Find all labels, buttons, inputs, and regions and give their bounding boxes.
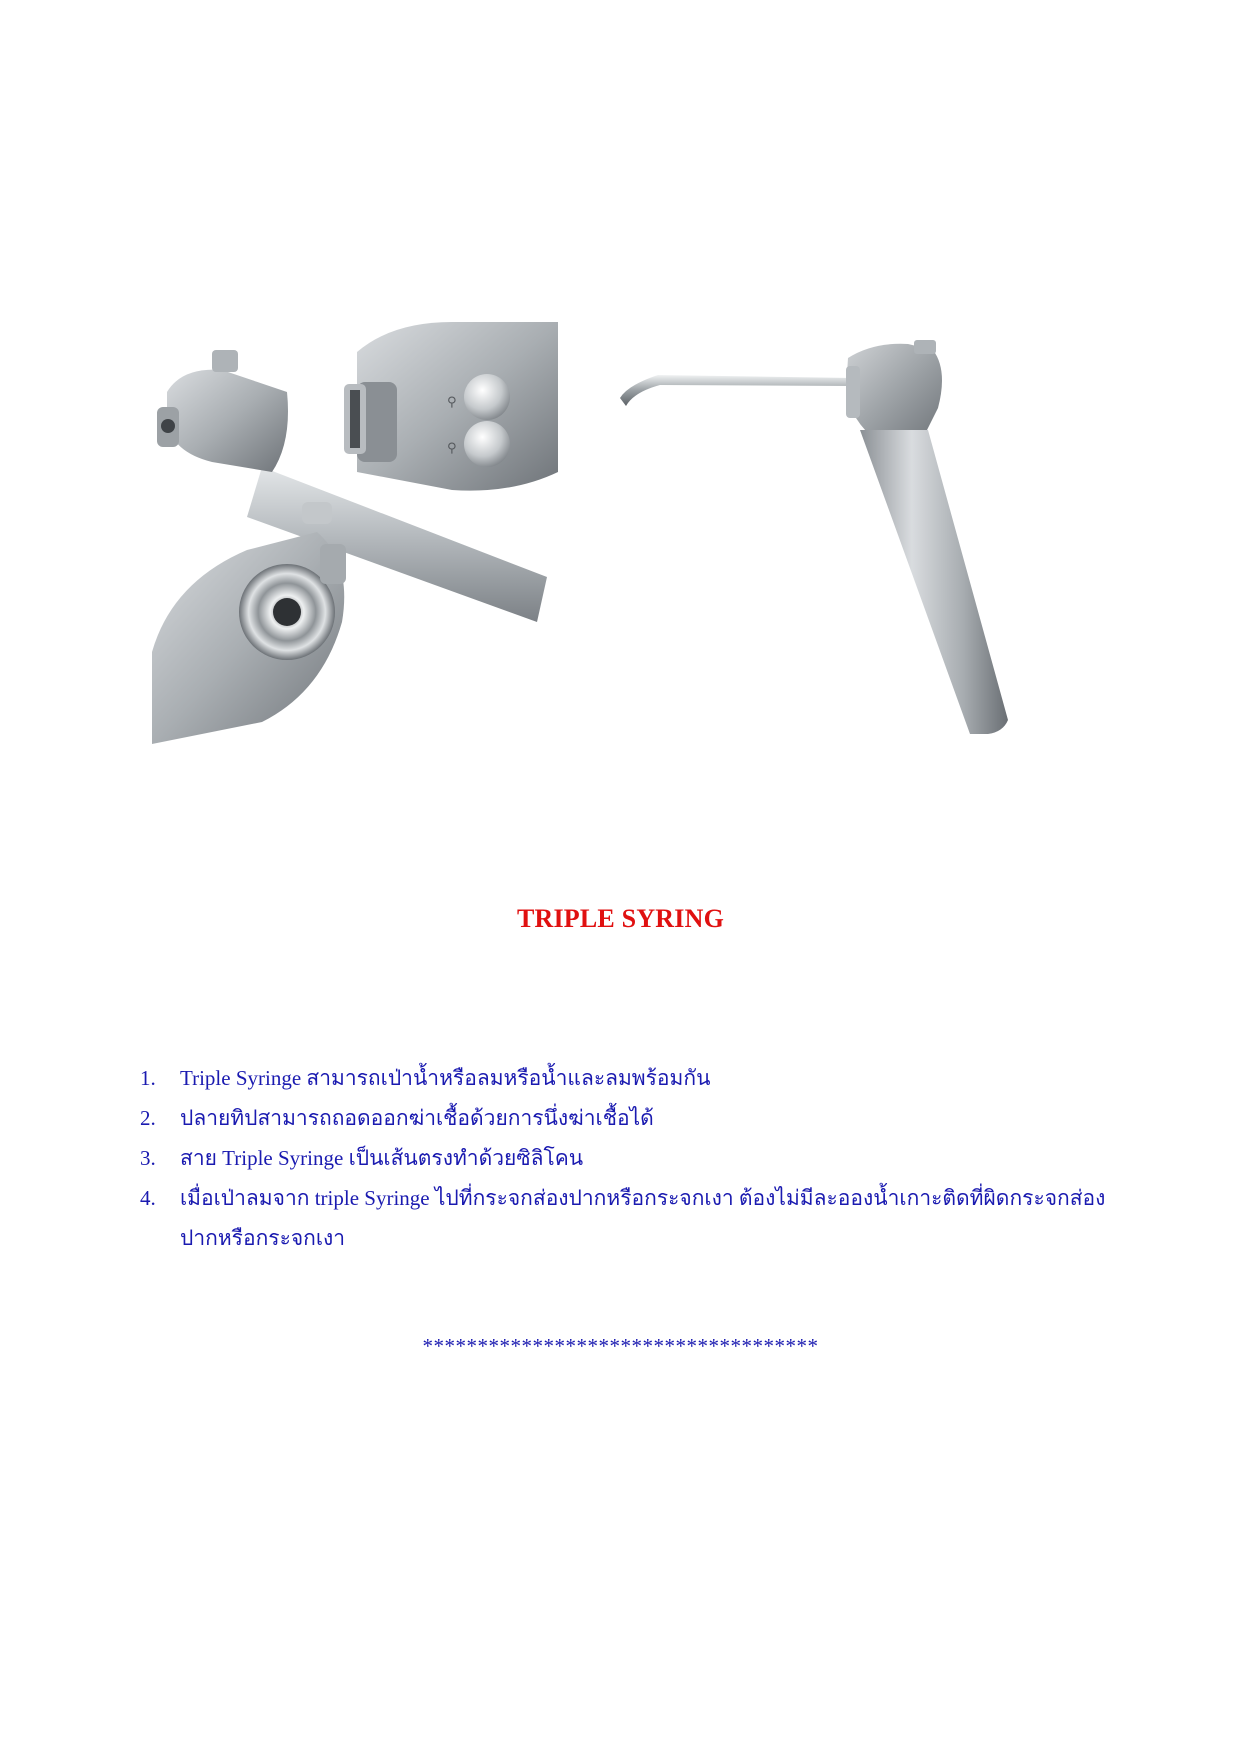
separator-stars: ************************************ (422, 1334, 819, 1358)
svg-text:⚲: ⚲ (447, 395, 457, 410)
list-item-text: ปลายทิปสามารถถอดออกฆ่าเชื้อด้วยการนึ่งฆ่าเชื้อได้ (180, 1106, 654, 1130)
list-item-number: 3. (140, 1146, 156, 1170)
list-item-number: 2. (140, 1106, 156, 1130)
page-title: TRIPLE SYRING (516, 904, 725, 933)
list-item (140, 1178, 1120, 1258)
syringe-collage-photo (152, 322, 558, 744)
list-item-number: 4. (140, 1186, 156, 1210)
svg-text:⚲: ⚲ (447, 441, 457, 456)
feature-list (140, 1058, 1120, 1258)
list-item (140, 1058, 1120, 1098)
list-item-text: สาย Triple Syringe เป็นเส้นตรงทำด้วยซิลิโคน (180, 1146, 584, 1170)
syringe-with-tip-photo (618, 330, 1058, 740)
list-item-text: เมื่อเป่าลมจาก triple Syringe ไปที่กระจกส่องปากหรือกระจกเงา ต้องไม่มีละอองน้ำเกาะติดที่ผิดกระจกส่องปากหรือกระจกเงา (180, 1186, 1106, 1250)
list-item (140, 1138, 1120, 1178)
list-item (140, 1098, 1120, 1138)
list-item-number: 1. (140, 1066, 156, 1090)
list-item-text: Triple Syringe สามารถเป่าน้ำหรือลมหรือน้ำและลมพร้อมกัน (180, 1066, 711, 1090)
